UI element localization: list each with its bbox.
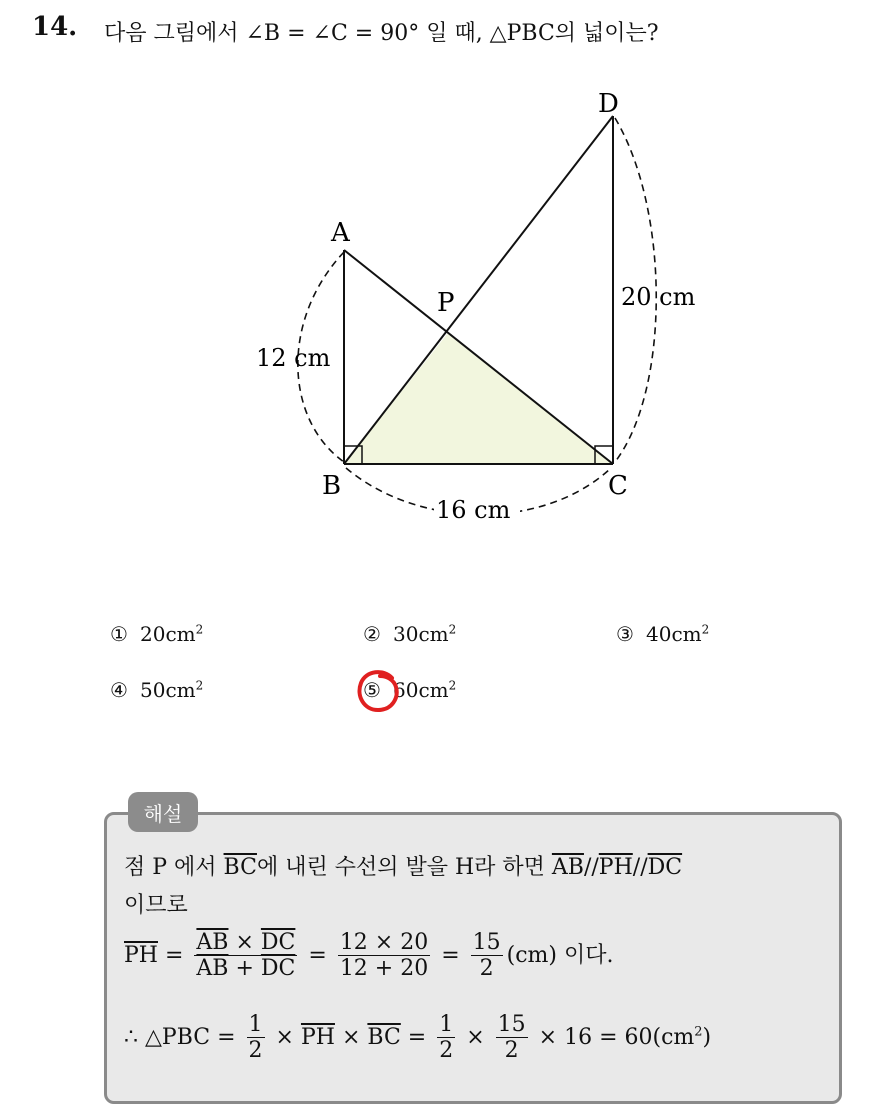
segment-ph-text: $\overline{PH}$ bbox=[598, 855, 633, 880]
equals-sign: = bbox=[434, 942, 467, 968]
choice-3[interactable] bbox=[616, 622, 709, 646]
operator: × bbox=[268, 1024, 301, 1050]
choice-5-exp: 2 bbox=[448, 678, 457, 693]
fraction-numerator: 1 bbox=[439, 1012, 454, 1037]
solution-text: ) bbox=[702, 1024, 712, 1050]
answer-circle-mark bbox=[354, 666, 404, 716]
segment-ab-text: $\overline{AB}$ bbox=[196, 930, 229, 955]
operator: × bbox=[334, 1024, 368, 1050]
choice-3-value: 40cm bbox=[646, 622, 702, 646]
segment-dc-text: $\overline{DC}$ bbox=[647, 855, 683, 880]
solution-text: 에 내린 수선의 발을 H라 하면 bbox=[256, 855, 552, 880]
operator: × bbox=[459, 1024, 492, 1050]
segment-ab-text: $\overline{AB}$ bbox=[196, 956, 229, 982]
solution-tag: 해설 bbox=[128, 792, 198, 832]
solution-line-1 bbox=[124, 850, 682, 881]
fraction-result bbox=[471, 930, 503, 982]
solution-equation-1 bbox=[124, 930, 614, 982]
label-point-b: B bbox=[322, 471, 342, 501]
choice-5-mark: ⑤ bbox=[363, 678, 381, 702]
fraction-numerator: 12 × 20 bbox=[339, 930, 429, 955]
fraction-half bbox=[247, 1012, 265, 1064]
choice-3-exp: 2 bbox=[701, 622, 710, 637]
choice-1-mark: ① bbox=[110, 622, 128, 646]
choice-2-mark: ② bbox=[363, 622, 381, 646]
fraction-ph bbox=[496, 1012, 528, 1064]
choice-1-exp: 2 bbox=[195, 622, 204, 637]
segment-ph-text: $\overline{PH}$ bbox=[124, 942, 158, 968]
choice-1-value: 20cm bbox=[140, 622, 196, 646]
fraction-denominator: 2 bbox=[504, 1038, 519, 1064]
segment-bc-text: $\overline{BC}$ bbox=[223, 855, 257, 880]
choice-4[interactable] bbox=[110, 678, 203, 702]
solution-text: (cm) 이다. bbox=[506, 942, 614, 968]
segment-ph-text: $\overline{PH}$ bbox=[300, 1024, 335, 1050]
label-length-ab: 12 cm bbox=[256, 344, 331, 372]
question-number: 14. bbox=[32, 12, 78, 42]
fraction-numeric bbox=[338, 930, 430, 982]
operator: + bbox=[228, 956, 261, 982]
choice-1[interactable] bbox=[110, 622, 203, 646]
equals-sign: = bbox=[158, 942, 191, 968]
label-point-d: D bbox=[598, 89, 619, 119]
label-point-a: A bbox=[331, 218, 350, 248]
parallel-sign: // bbox=[583, 855, 599, 880]
choice-5-value: 60cm bbox=[393, 678, 449, 702]
operator: × bbox=[228, 930, 261, 955]
label-point-c: C bbox=[608, 471, 628, 501]
fraction-denominator: 2 bbox=[248, 1038, 263, 1064]
exponent: 2 bbox=[694, 1024, 703, 1040]
fraction-denominator: 2 bbox=[439, 1038, 454, 1064]
choice-4-exp: 2 bbox=[195, 678, 204, 693]
fraction-numerator: 1 bbox=[248, 1012, 263, 1037]
equals-sign: = bbox=[301, 942, 334, 968]
fraction-denominator: 12 + 20 bbox=[339, 956, 429, 982]
fraction-denominator: 2 bbox=[479, 956, 494, 982]
choice-2-value: 30cm bbox=[393, 622, 449, 646]
solution-text: × 16 = 60(cm bbox=[531, 1024, 695, 1050]
equals-sign: = bbox=[400, 1024, 434, 1050]
label-point-p: P bbox=[437, 288, 455, 318]
therefore-text: ∴ △PBC = bbox=[124, 1024, 243, 1050]
segment-bc-text: $\overline{BC}$ bbox=[367, 1024, 401, 1050]
fraction-numerator: 15 bbox=[472, 930, 501, 955]
choice-4-mark: ④ bbox=[110, 678, 128, 702]
solution-line-2: 이므로 bbox=[124, 893, 188, 918]
solution-text: 점 P 에서 bbox=[124, 855, 224, 880]
choice-4-value: 50cm bbox=[140, 678, 196, 702]
choice-2-exp: 2 bbox=[448, 622, 457, 637]
choice-2[interactable] bbox=[363, 622, 456, 646]
fraction-formula bbox=[194, 930, 297, 982]
fraction-numerator: 15 bbox=[497, 1012, 526, 1037]
triangle-pbc-fill bbox=[344, 333, 613, 464]
segment-dc-text: $\overline{DC}$ bbox=[260, 956, 296, 982]
label-length-bc: 16 cm bbox=[436, 496, 511, 524]
question-text: 다음 그림에서 ∠B = ∠C = 90° 일 때, △PBC의 넓이는? bbox=[104, 21, 659, 46]
solution-equation-2 bbox=[124, 1012, 711, 1064]
segment-dc-text: $\overline{DC}$ bbox=[260, 930, 296, 955]
choice-3-mark: ③ bbox=[616, 622, 634, 646]
segment-ab-text: $\overline{AB}$ bbox=[551, 855, 584, 880]
label-length-dc: 20 cm bbox=[621, 283, 696, 311]
parallel-sign: // bbox=[632, 855, 648, 880]
fraction-half bbox=[437, 1012, 455, 1064]
